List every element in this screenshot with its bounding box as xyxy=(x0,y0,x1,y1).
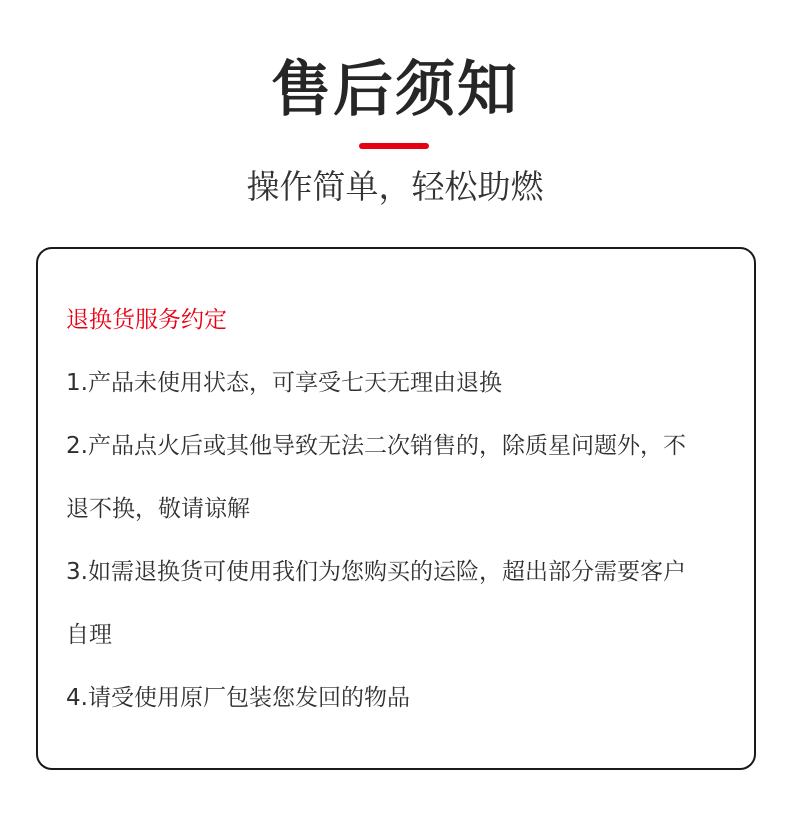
notice-line-1: 1.产品未使用状态，可享受七天无理由退换 xyxy=(66,370,502,396)
title-underline-divider xyxy=(359,143,429,149)
page-subtitle: 操作简单，轻松助燃 xyxy=(246,167,544,206)
notice-line-4: 4.请受使用原厂包装您发回的物品 xyxy=(66,685,410,711)
notice-line-2-continued: 退不换，敬请谅解 xyxy=(66,496,250,522)
notice-line-3-continued: 自理 xyxy=(66,622,112,648)
notice-line-3: 3.如需退换货可使用我们为您购买的运险，超出部分需要客户 xyxy=(66,559,686,585)
notice-line-2: 2.产品点火后或其他导致无法二次销售的，除质星问题外，不 xyxy=(66,433,686,459)
page-title: 售后须知 xyxy=(271,55,519,125)
notice-heading: 退换货服务约定 xyxy=(66,307,227,333)
